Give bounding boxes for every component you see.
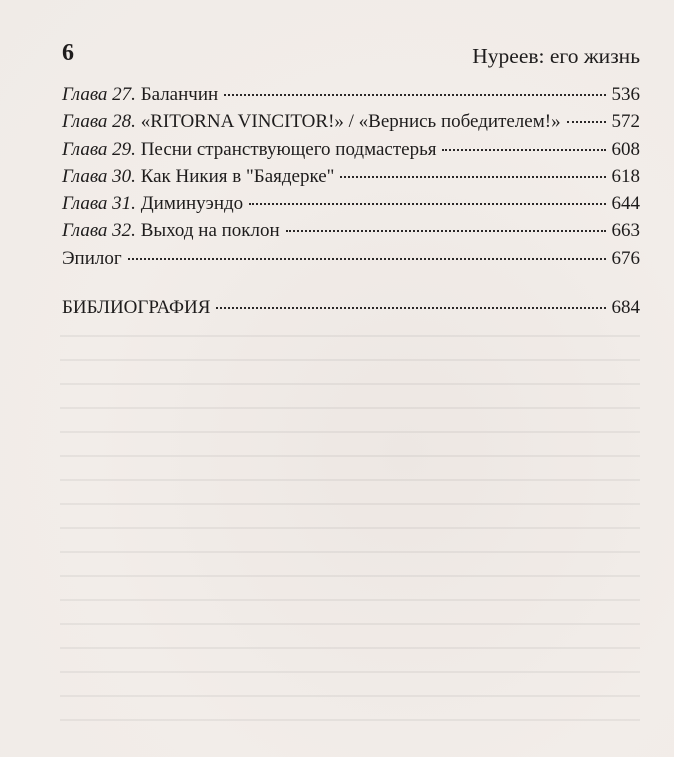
chapter-page: 572 — [611, 111, 640, 133]
show-through-texture — [60, 318, 640, 738]
chapter-title: Как Никия в "Баядерке" — [140, 165, 335, 187]
chapter-page: 536 — [611, 84, 640, 105]
toc-entry-chapter-29 — [62, 139, 640, 166]
toc-entry-chapter-30 — [62, 166, 640, 193]
table-of-contents — [62, 84, 640, 324]
chapter-page: 663 — [611, 220, 640, 242]
toc-entry-chapter-31 — [62, 193, 640, 220]
chapter-title: Выход на поклон — [140, 220, 280, 242]
page-number: 6 — [62, 40, 74, 66]
dot-leader — [128, 257, 606, 260]
dot-leader — [567, 120, 606, 123]
chapter-title: «RITORNA VINCITOR!» / «Вернись победителем!» — [140, 111, 561, 133]
running-title: Нуреев: его жизнь — [472, 44, 640, 68]
chapter-label: Глава 30. — [62, 165, 136, 187]
dot-leader — [249, 202, 605, 205]
chapter-label: Глава 28. — [62, 111, 136, 133]
chapter-label: Глава 31. — [62, 193, 136, 215]
bibliography-title: БИБЛИОГРАФИЯ — [62, 297, 211, 319]
chapter-page: 618 — [611, 165, 640, 187]
dot-leader — [286, 229, 606, 232]
chapter-label: Глава 29. — [62, 138, 136, 160]
chapter-label: Глава 32. — [62, 220, 136, 242]
section-spacer — [62, 275, 640, 297]
dot-leader — [340, 175, 605, 178]
chapter-page: 644 — [611, 193, 640, 215]
toc-entry-bibliography — [62, 297, 640, 324]
chapter-title: Диминуэндо — [140, 193, 244, 215]
toc-entry-epilogue — [62, 248, 640, 275]
dot-leader — [224, 93, 605, 96]
chapter-label: Глава 27. — [62, 84, 136, 105]
toc-entry-chapter-32 — [62, 220, 640, 247]
epilogue-title: Эпилог — [62, 247, 122, 269]
dot-leader — [216, 306, 605, 309]
chapter-page: 608 — [611, 138, 640, 160]
chapter-title: Баланчин — [140, 84, 219, 105]
dot-leader — [442, 148, 605, 151]
chapter-title: Песни странствующего подмастерья — [140, 138, 437, 160]
epilogue-page: 676 — [611, 247, 640, 269]
toc-entry-chapter-28 — [62, 111, 640, 138]
page-header — [62, 40, 640, 74]
toc-entry-chapter-27 — [62, 84, 640, 111]
bibliography-page: 684 — [611, 297, 640, 319]
